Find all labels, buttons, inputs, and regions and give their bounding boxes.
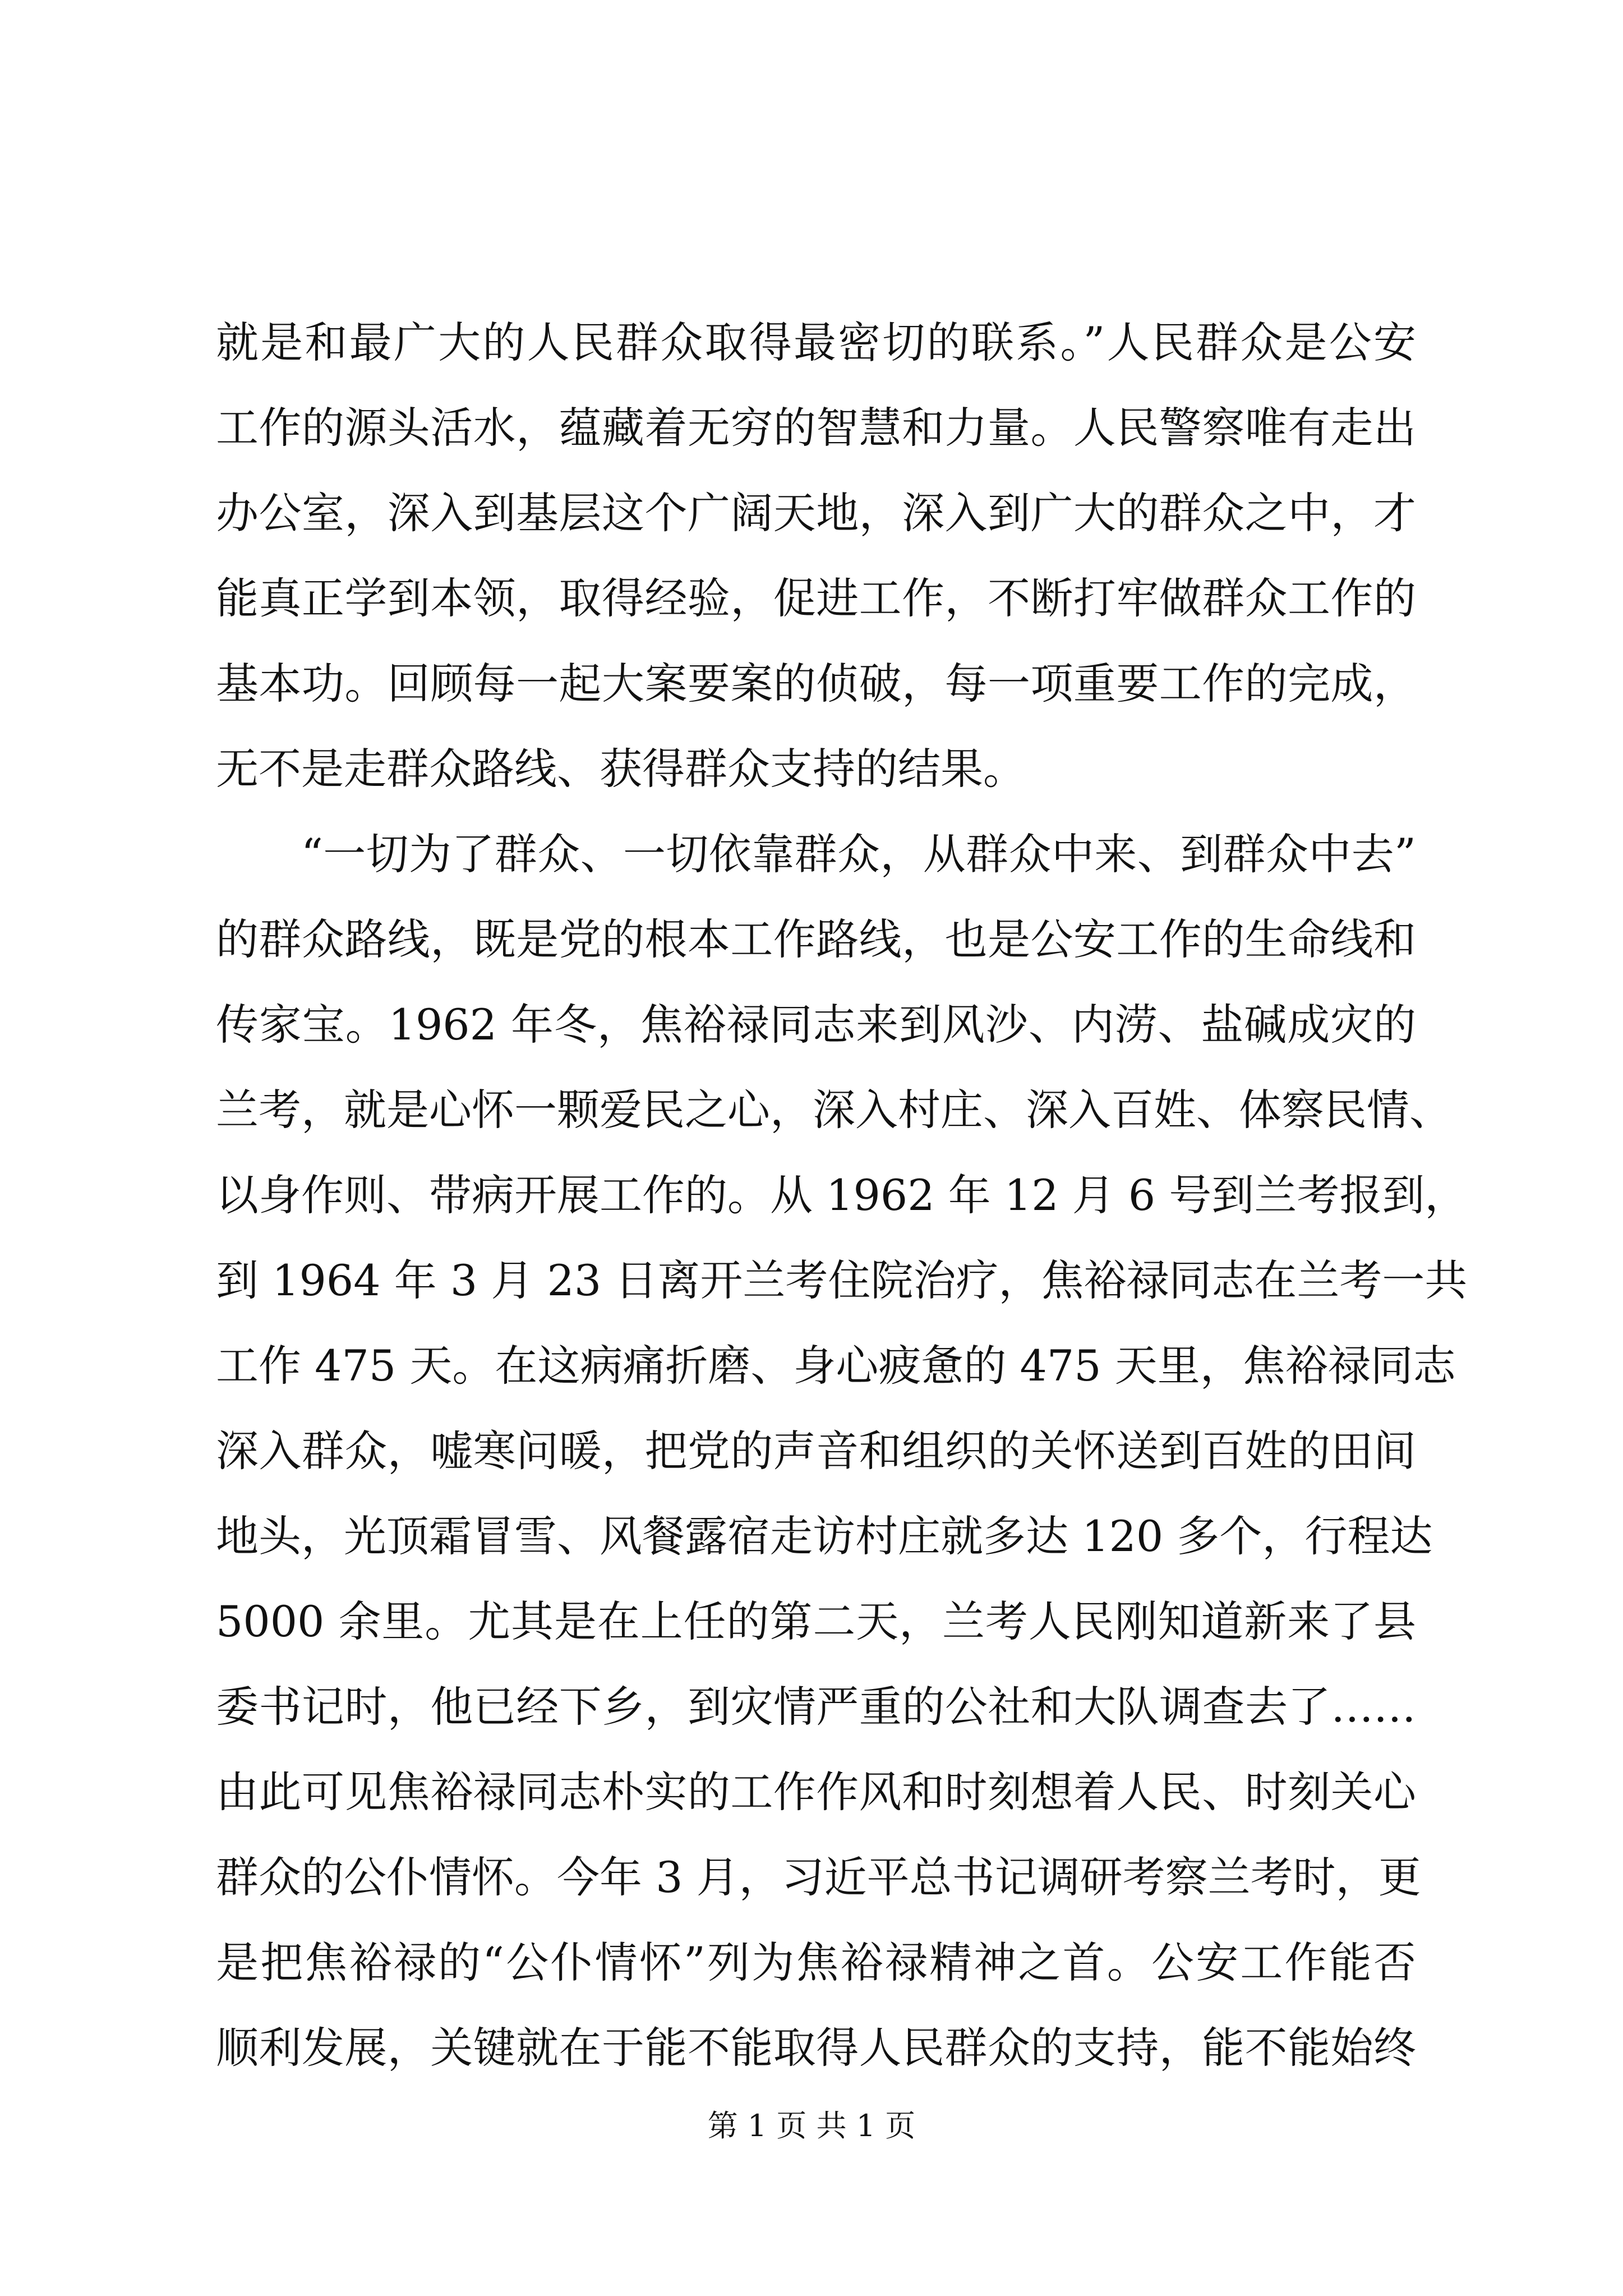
text-line: 基本功。回顾每一起大案要案的侦破，每一项重要工作的完成， [216,659,1416,708]
text-line: 5000 余里。尤其是在上任的第二天，兰考人民刚知道新来了县 [216,1596,1416,1646]
text-line: 深入群众，嘘寒问暖，把党的声音和组织的关怀送到百姓的田间 [216,1426,1416,1476]
text-line: 兰考，就是心怀一颗爱民之心，深入村庄、深入百姓、体察民情、 [216,1085,1452,1135]
body-text [216,300,1468,2091]
text-line: 是把焦裕禄的“公仆情怀”列为焦裕禄精神之首。公安工作能否 [216,1938,1416,1987]
text-line: 由此可见焦裕禄同志朴实的工作作风和时刻想着人民、时刻关心 [216,1767,1416,1817]
text-line: 以身作则、带病开展工作的。从 1962 年 12 月 6 号到兰考报到， [216,1170,1468,1220]
text-line: 到 1964 年 3 月 23 日离开兰考住院治疗，焦裕禄同志在兰考一共 [216,1255,1468,1305]
text-line: 委书记时，他已经下乡，到灾情严重的公社和大队调查去了…… [216,1682,1416,1732]
paragraph-start-line: “一切为了群众、一切依靠群众，从群众中来、到群众中去” [301,829,1416,879]
text-line: 地头，光顶霜冒雪、风餐露宿走访村庄就多达 120 多个，行程达 [216,1511,1433,1561]
text-line: 的群众路线，既是党的根本工作路线，也是公安工作的生命线和 [216,914,1416,964]
page-footer [0,2104,1623,2148]
text-line: 群众的公仆情怀。今年 3 月，习近平总书记调研考察兰考时，更 [216,1852,1421,1902]
text-line: 无不是走群众路线、获得群众支持的结果。 [216,744,1026,794]
text-line: 顺利发展，关键就在于能不能取得人民群众的支持，能不能始终 [216,2023,1416,2073]
text-line: 就是和最广大的人民群众取得最密切的联系。”人民群众是公安 [216,318,1416,367]
text-line: 能真正学到本领，取得经验，促进工作，不断打牢做群众工作的 [216,573,1416,623]
text-line: 办公室，深入到基层这个广阔天地，深入到广大的群众之中，才 [216,488,1416,538]
text-line: 工作的源头活水，蕴藏着无穷的智慧和力量。人民警察唯有走出 [216,403,1416,453]
text-line: 工作 475 天。在这病痛折磨、身心疲惫的 475 天里，焦裕禄同志 [216,1341,1456,1391]
text-line: 传家宝。1962 年冬，焦裕禄同志来到风沙、内涝、盐碱成灾的 [216,1000,1416,1050]
page-number-label: 第 1 页 共 1 页 [707,2108,916,2143]
